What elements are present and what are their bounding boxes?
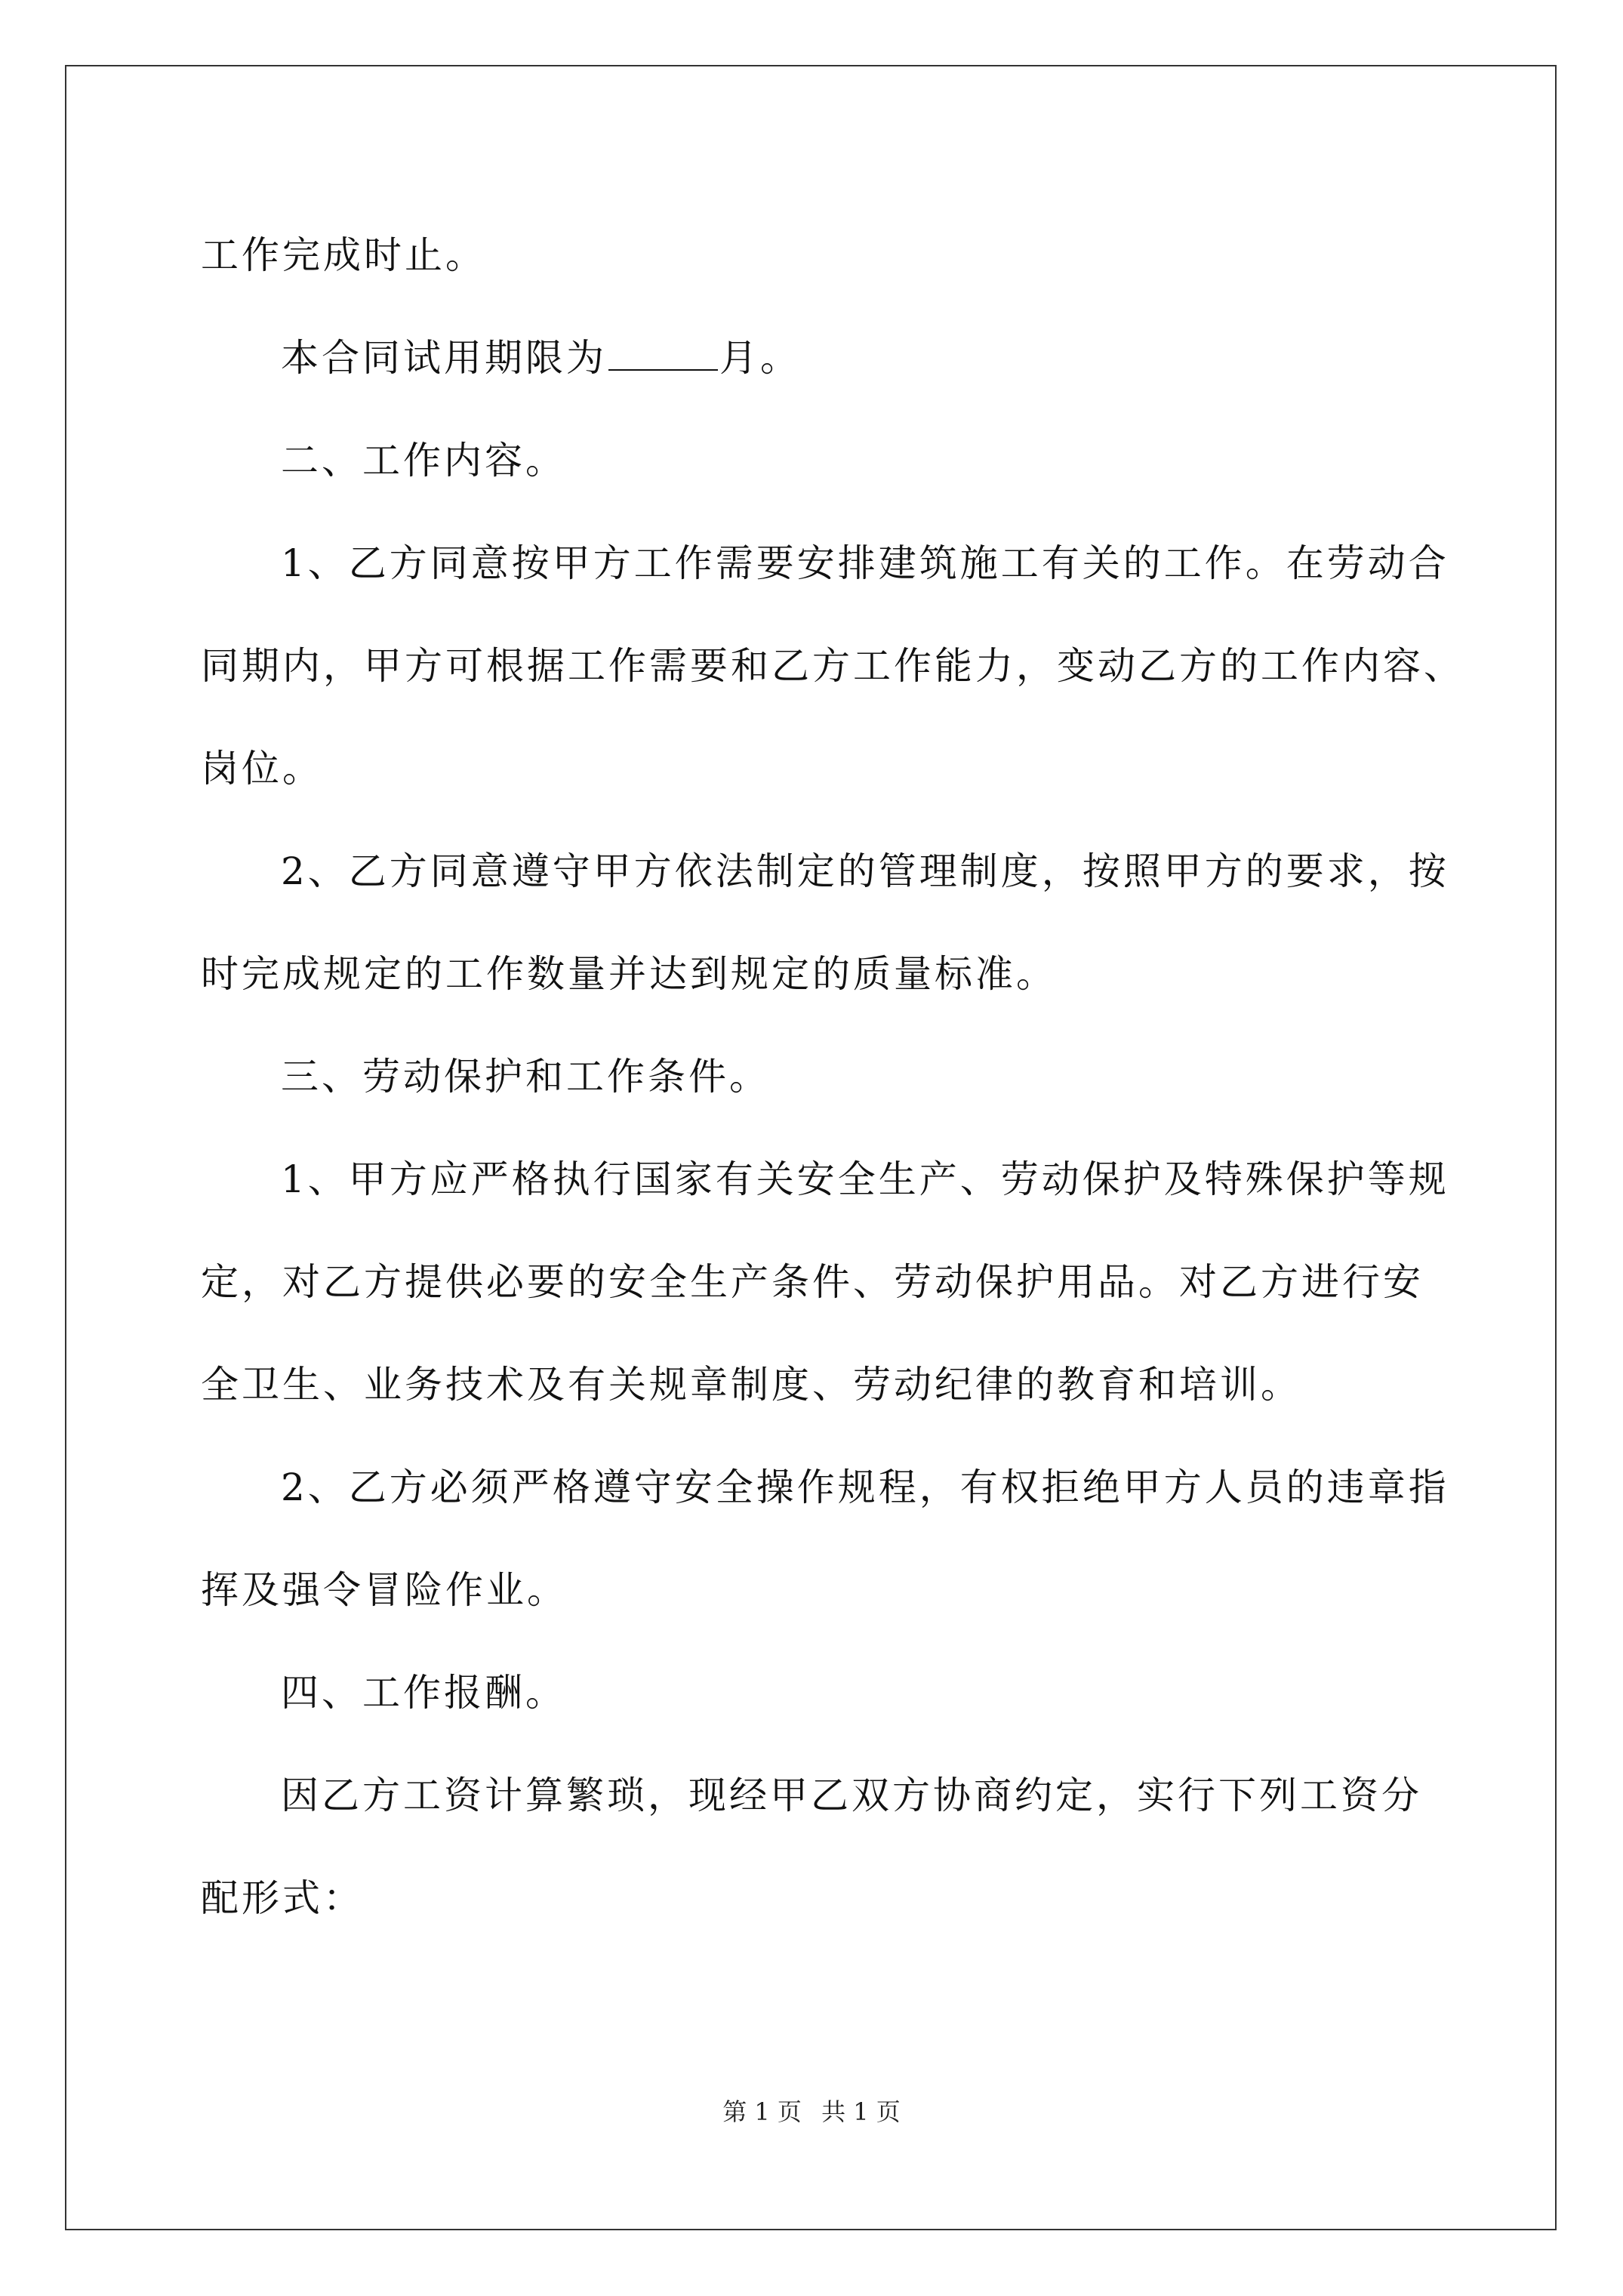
probation-suffix: 月。 — [719, 336, 801, 380]
paragraph-line: 1、甲方应严格执行国家有关安全生产、劳动保护及特殊保护等规 — [281, 1157, 1449, 1201]
page-number: 第 1 页 — [722, 2097, 802, 2126]
section-heading: 二、工作内容。 — [281, 439, 566, 482]
paragraph-line: 2、乙方必须严格遵守安全操作规程，有权拒绝甲方人员的违章指 — [281, 1465, 1449, 1509]
paragraph-line: 配形式： — [201, 1876, 364, 1920]
probation-label: 本合同试用期限为 — [281, 336, 607, 380]
section-heading: 四、工作报酬。 — [281, 1671, 566, 1715]
paragraph: 工作完成时止。 — [201, 233, 486, 277]
blank-field — [608, 339, 718, 371]
page-total: 共 1 页 — [821, 2097, 901, 2126]
page-footer — [0, 2093, 1623, 2128]
paragraph-line: 同期内，甲方可根据工作需要和乙方工作能力，变动乙方的工作内容、 — [201, 644, 1464, 688]
paragraph-probation — [201, 307, 1439, 409]
paragraph-line: 1、乙方同意按甲方工作需要安排建筑施工有关的工作。在劳动合 — [281, 541, 1449, 585]
paragraph-line: 定，对乙方提供必要的安全生产条件、劳动保护用品。对乙方进行安 — [201, 1260, 1424, 1304]
paragraph-line: 岗位。 — [201, 747, 323, 791]
document-body — [201, 204, 1464, 1949]
paragraph-line: 挥及强令冒险作业。 — [201, 1568, 568, 1612]
section-heading: 三、劳动保护和工作条件。 — [281, 1055, 770, 1099]
paragraph-line: 因乙方工资计算繁琐，现经甲乙双方协商约定，实行下列工资分 — [281, 1774, 1422, 1817]
paragraph-line: 2、乙方同意遵守甲方依法制定的管理制度，按照甲方的要求，按 — [281, 849, 1449, 893]
paragraph-line: 时完成规定的工作数量并达到规定的质量标准。 — [201, 952, 1057, 996]
paragraph-line: 全卫生、业务技术及有关规章制度、劳动纪律的教育和培训。 — [201, 1363, 1301, 1407]
